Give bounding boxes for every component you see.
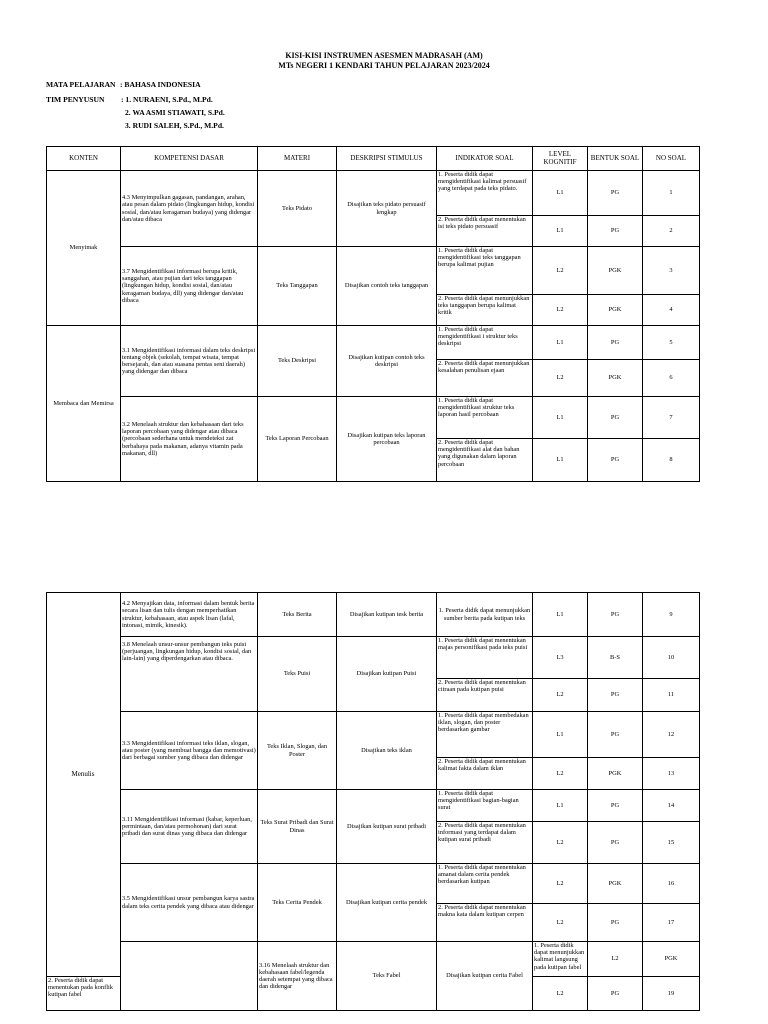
stimulus-cell: Disajikan kutipan contoh teks deskripsi [337,326,437,397]
bentuk-cell: PG [588,171,643,216]
bentuk-cell: PG [588,977,643,1011]
bentuk-cell: PG [588,904,643,942]
col-header-deskripsi-stimulus: DESKRIPSI STIMULUS [337,147,437,171]
bentuk-cell: PGK [588,758,643,790]
assessment-table-1 [46,146,700,482]
stimulus-cell: Disajikan teks pidato persuasif lengkap [337,171,437,247]
no-soal-cell: 11 [643,679,700,712]
bentuk-cell: PG [588,439,643,482]
level-cell: L2 [533,295,588,326]
kd-cell: 3.8 Menelaah unsur-unsur pembangun teks puisi (perjuangan, lingkungan hidup, kondisi sosial, dan lain-lain) yang diperdengarkan atau dibaca. [121,637,258,712]
table-row [47,637,700,679]
level-cell: L1 [533,216,588,247]
materi-cell: Teks Iklan, Slogan, dan Poster [258,712,337,790]
table-row [47,171,700,216]
indikator-cell: 1. Peserta didik dapat mengidentifikasi struktur teks laporan hasil percobaan [437,397,533,439]
bentuk-cell: PG [588,679,643,712]
team-member-1: : 1. NURAENI, S.Pd., M.Pd. [121,95,213,104]
level-cell: L2 [533,360,588,397]
no-soal-cell: 14 [643,790,700,822]
materi-cell: Teks Puisi [258,637,337,712]
table-row [47,247,700,295]
level-cell: L3 [533,637,588,679]
stimulus-cell: Disajikan kutipan teks laporan percobaan [337,397,437,482]
materi-cell: Teks Deskripsi [258,326,337,397]
indikator-cell: 2. Peserta didik dapat menentukan informasi yang terdapat dalam kutipan surat pribadi [437,822,533,864]
level-cell: L2 [533,247,588,295]
indikator-cell: 1. Peserta didik dapat mengidentifikasi kalimat persuasif yang terdapat pada teks pidato. [437,171,533,216]
indikator-cell: 1. Peserta didik dapat mengidentifikasi i struktur teks deskripsi [437,326,533,360]
stimulus-cell: Disajikan teks iklan [337,712,437,790]
bentuk-cell: PG [588,822,643,864]
col-header-konten: KONTEN [47,147,121,171]
bentuk-cell: B-S [588,637,643,679]
stimulus-cell: Disajikan kutipan cerita Fabel [437,942,533,1011]
indikator-cell: 1. Peserta didik dapat menunjukkan sumber berita pada kutipan teks [437,593,533,637]
materi-cell: Teks Berita [258,593,337,637]
kd-cell: 4.2 Menyajikan data, informasi dalam bentuk berita secara lisan dan tulis dengan memperhatikan struktur, kebahasaan, atau aspek lisan (lafal, intonasi, mimik, kinesik). [121,593,258,637]
kd-cell: 3.3 Mengidentifikasi informasi teks iklan, slogan, atau poster (yang membuat bangga dan memotivasi) dari berbagai sumber yang dibaca dan didengar [121,712,258,790]
level-cell: L2 [533,822,588,864]
no-soal-cell: 5 [643,326,700,360]
level-cell: L1 [533,397,588,439]
col-header-indikator-soal: INDIKATOR SOAL [437,147,533,171]
kd-cell: 3.11 Mengidentifikasi informasi (kabar, keperluan, permintaan, dan/atau permohonan) dari surat pribadi dan surat dinas yang dibaca dan didengar [121,790,258,864]
no-soal-cell: 13 [643,758,700,790]
konten-cell-empty [47,593,121,977]
subject-value: : BAHASA INDONESIA [120,80,201,89]
kd-cell: 4.3 Menyimpulkan gagasan, pandangan, arahan, atau pesan dalam pidato (lingkungan hidup, kondisi sosial, dan/atau keragaman budaya) yang didengar dan/atau dibaca [121,171,258,247]
level-cell: L2 [533,864,588,904]
indikator-cell: 2. Peserta didik dapat menentukan kalimat fakta dalam iklan [437,758,533,790]
indikator-cell: 1. Peserta didik dapat menunjukkan kalimat langsung pada kutipan fabel [533,942,588,977]
level-cell: L1 [533,439,588,482]
bentuk-cell: PGK [588,360,643,397]
kd-cell: 3.5 Mengidentifikasi unsur pembangun karya sastra dalam teks cerita pendek yang dibaca atau didengar [121,864,258,942]
bentuk-cell: PG [588,712,643,758]
col-header-no-soal: NO SOAL [643,147,700,171]
indikator-cell: 2. Peserta didik dapat menunjukkan kesalahan penulisan ejaan [437,360,533,397]
no-soal-cell: 12 [643,712,700,758]
assessment-table-2 [46,592,700,1011]
level-cell: L1 [533,790,588,822]
konten-cell [121,942,258,1011]
table-row [47,326,700,360]
level-cell: L1 [533,326,588,360]
level-cell: L2 [588,942,643,977]
indikator-cell: 2. Peserta didik dapat menentukan pada konflik kutipan fabel [47,977,121,1011]
no-soal-cell: 4 [643,295,700,326]
table-row [47,593,700,637]
team-member-3: 3. RUDI SALEH, S.Pd., M.Pd. [125,121,224,130]
document-subtitle: MTs NEGERI 1 KENDARI TAHUN PELAJARAN 2023/2024 [278,61,490,70]
bentuk-cell: PGK [643,942,700,977]
indikator-cell: 1. Peserta didik dapat membedakan iklan, slogan, dan poster berdasarkan gambar [437,712,533,758]
kd-cell: 3.16 Menelaah struktur dan kebahasaan fabel/legenda daerah setempat yang dibaca dan didengar [258,942,337,1011]
no-soal-cell: 8 [643,439,700,482]
subject-label: MATA PELAJARAN [46,80,116,89]
stimulus-cell: Disajikan kutipan surat pribadi [337,790,437,864]
no-soal-cell: 2 [643,216,700,247]
table-row [47,864,700,904]
kd-cell: 3.2 Menelaah struktur dan kebahasaan dari teks laporan percobaan yang didengar atau dibaca (percobaan sederhana untuk mendeteksi zat berbahaya pada makanan, adanya vitamin pada makanan, dll) [121,397,258,482]
konten-label-menulis: Menulis [71,770,95,778]
col-header-bentuk-soal: BENTUK SOAL [588,147,643,171]
stimulus-cell: Disajikan contoh teks tanggapan [337,247,437,326]
bentuk-cell: PGK [588,864,643,904]
materi-cell: Teks Surat Pribadi dan Surat Dinas [258,790,337,864]
indikator-cell: 2. Peserta didik dapat menunjukkan teks tanggapan berupa kalimat kritik [437,295,533,326]
level-cell: L1 [533,593,588,637]
team-label: TIM PENYUSUN [46,95,105,104]
bentuk-cell: PGK [588,247,643,295]
no-soal-cell: 3 [643,247,700,295]
bentuk-cell: PG [588,593,643,637]
indikator-cell: 1. Peserta didik dapat menentukan majas personifikasi pada teks puisi [437,637,533,679]
materi-cell: Teks Cerita Pendek [258,864,337,942]
col-header-materi: MATERI [258,147,337,171]
no-soal-cell: 19 [643,977,700,1011]
level-cell: L2 [533,904,588,942]
col-header-kompetensi-dasar: KOMPETENSI DASAR [121,147,258,171]
materi-cell: Teks Tanggapan [258,247,337,326]
materi-cell: Teks Pidato [258,171,337,247]
level-cell: L1 [533,712,588,758]
level-cell: L2 [533,977,588,1011]
table-header-row [47,147,700,171]
no-soal-cell: 15 [643,822,700,864]
no-soal-cell: 1 [643,171,700,216]
col-header-level-kognitif: LEVEL KOGNITIF [533,147,588,171]
document-title: KISI-KISI INSTRUMEN ASESMEN MADRASAH (AM) [285,51,483,60]
bentuk-cell: PG [588,790,643,822]
indikator-cell: 2. Peserta didik dapat mengidentifikasi alat dan bahan yang digunakan dalam laporan percobaan [437,439,533,482]
no-soal-cell: 7 [643,397,700,439]
materi-cell: Teks Fabel [337,942,437,1011]
level-cell: L2 [533,679,588,712]
bentuk-cell: PG [588,216,643,247]
stimulus-cell: Disajikan kutipan Puisi [337,637,437,712]
indikator-cell: 2. Peserta didik dapat menentukan citraan pada kutipan puisi [437,679,533,712]
stimulus-cell: Disajikan kutipan tesk berita [337,593,437,637]
stimulus-cell: Disajikan kutipan cerita pendek [337,864,437,942]
no-soal-cell: 16 [643,864,700,904]
indikator-cell: 1. Peserta didik dapat mengidentifikasi bagian-bagian surat [437,790,533,822]
materi-cell: Teks Laporan Percobaan [258,397,337,482]
indikator-cell: 1. Peserta didik dapat menentukan amanat dalam cerita pendek berdasarkan kutipan [437,864,533,904]
konten-cell: Membaca dan Memirsa [47,326,121,482]
team-member-2: 2. WA ASMI STIAWATI, S.Pd. [125,108,225,117]
no-soal-cell: 9 [643,593,700,637]
kd-cell: 3.7 Mengidentifikasi informasi berupa kritik, sanggahan, atau pujian dari teks tanggapan (lingkungan hidup, kondisi sosial, dan/atau keragaman budaya, dll) yang didengar dan/atau dibaca [121,247,258,326]
bentuk-cell: PG [588,326,643,360]
indikator-cell: 2. Peserta didik dapat menentukan isi teks pidato persuasif [437,216,533,247]
table-row [47,790,700,822]
table-row [47,397,700,439]
konten-cell: Menyimak [47,171,121,326]
no-soal-cell: 6 [643,360,700,397]
indikator-cell: 2. Peserta didik dapat menentukan makna kata dalam kutipan cerpen [437,904,533,942]
kd-cell: 3.1 Mengidentifikasi informasi dalam teks deskripsi tentang objek (sekolah, tempat wisata, tempat bersejarah, dan atau suasana pentas seni daerah) yang didengar dan dibaca [121,326,258,397]
level-cell: L1 [533,171,588,216]
level-cell: L2 [533,758,588,790]
no-soal-cell: 10 [643,637,700,679]
table-row [47,942,700,977]
table-row [47,712,700,758]
bentuk-cell: PG [588,397,643,439]
bentuk-cell: PGK [588,295,643,326]
no-soal-cell: 17 [643,904,700,942]
indikator-cell: 1. Peserta didik dapat mengidentifikasi teks tanggapan berupa kalimat pujian [437,247,533,295]
